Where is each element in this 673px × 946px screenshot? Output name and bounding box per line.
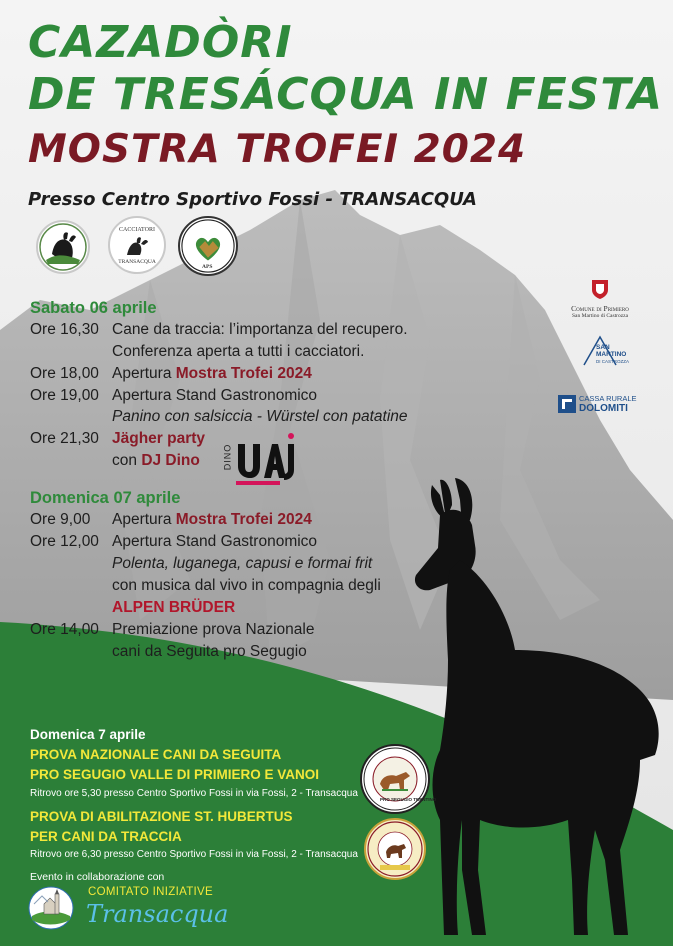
saturday-schedule bbox=[30, 321, 408, 474]
st-hubertus-icon bbox=[366, 820, 424, 878]
row-time: Ore 12,00 bbox=[30, 533, 99, 550]
cacciatori-label: CACCIATORI bbox=[119, 227, 155, 233]
title-line1: CAZADÒRI bbox=[28, 17, 293, 68]
schedule-row bbox=[30, 321, 408, 343]
row-text: Premiazione prova Nazionale bbox=[112, 621, 315, 638]
schedule-row bbox=[30, 343, 408, 365]
schedule-row bbox=[30, 452, 408, 474]
row-time: Ore 18,00 bbox=[30, 365, 99, 382]
dino-label: DINO bbox=[222, 443, 233, 471]
transacqua-label: TRANSACQUA bbox=[118, 259, 156, 265]
logo-comitato-iniziative bbox=[28, 884, 229, 932]
badge-pro-segugio bbox=[360, 744, 430, 814]
schedule-row bbox=[30, 599, 381, 621]
row-time: Ore 16,30 bbox=[30, 321, 99, 338]
dj-dino-logo bbox=[220, 430, 298, 486]
collab-label: Evento in collaborazione con bbox=[30, 871, 165, 883]
row-text: Conferenza aperta a tutti i cacciatori. bbox=[112, 343, 365, 360]
event1-line2: PRO SEGUGIO VALLE DI PRIMIERO E VANOI bbox=[30, 767, 320, 782]
schedule-row bbox=[30, 430, 408, 452]
comune-line1: Comune di Primiero bbox=[571, 304, 629, 313]
badge-cacciatori-transacqua bbox=[108, 216, 166, 274]
row-text: Polenta, luganega, capusi e formai frit bbox=[112, 555, 373, 572]
logo-san-martino bbox=[582, 333, 642, 373]
sanmartino-line2: MARTINO bbox=[596, 351, 627, 358]
saturday-heading: Sabato 06 aprile bbox=[30, 299, 157, 317]
row-text: Apertura Stand Gastronomico bbox=[112, 387, 318, 404]
hunter-dog-icon bbox=[122, 233, 152, 259]
row-text: Apertura bbox=[112, 365, 176, 382]
schedule-row bbox=[30, 511, 381, 533]
title-line2: DE TRESÁCQUA IN FESTA bbox=[28, 69, 664, 120]
row-time: Ore 21,30 bbox=[30, 430, 99, 447]
logo-cassa-rurale bbox=[558, 393, 640, 415]
dj-ua-logo-icon bbox=[236, 430, 298, 486]
event1-meet: Ritrovo ore 5,30 presso Centro Sportivo Fossi in via Fossi, 2 - Transacqua bbox=[30, 788, 358, 799]
row-highlight: Mostra Trofei 2024 bbox=[175, 365, 312, 382]
coat-of-arms-icon bbox=[589, 278, 611, 300]
schedule-row bbox=[30, 365, 408, 387]
cassa-rurale-icon bbox=[558, 395, 576, 413]
row-highlight: Jägher party bbox=[112, 430, 206, 447]
sanmartino-line3: DI CASTROZZA bbox=[596, 359, 630, 364]
schedule-row bbox=[30, 621, 381, 643]
subtitle: MOSTRA TROFEI 2024 bbox=[28, 127, 527, 172]
schedule-row bbox=[30, 533, 381, 555]
logo-comune-primiero bbox=[560, 278, 640, 319]
row-text: cani da Seguita pro Segugio bbox=[112, 643, 307, 660]
aps-label: APS bbox=[202, 264, 213, 270]
cassa-line2: DOLOMITI bbox=[579, 402, 628, 414]
row-time: Ore 9,00 bbox=[30, 511, 91, 528]
badge-st-hubertus bbox=[364, 818, 426, 880]
village-church-icon bbox=[28, 886, 74, 930]
hound-dog-icon bbox=[362, 746, 428, 812]
row-text: Apertura bbox=[112, 511, 176, 528]
row-text: Panino con salsiccia - Würstel con patatine bbox=[112, 408, 408, 425]
sunday-schedule bbox=[30, 511, 381, 665]
row-time: Ore 19,00 bbox=[30, 387, 99, 404]
sunday-heading: Domenica 07 aprile bbox=[30, 489, 181, 507]
row-time: Ore 14,00 bbox=[30, 621, 99, 638]
comitato-line2: Transacqua bbox=[86, 900, 229, 928]
chamois-head-icon bbox=[38, 222, 88, 272]
row-highlight: Mostra Trofei 2024 bbox=[175, 511, 312, 528]
schedule-row bbox=[30, 643, 381, 665]
row-highlight: DJ Dino bbox=[141, 452, 200, 469]
comitato-line1: COMITATO INIZIATIVE bbox=[88, 886, 213, 898]
schedule-row bbox=[30, 387, 408, 408]
row-text: con musica dal vivo in compagnia degli bbox=[112, 577, 381, 594]
event1-line1: PROVA NAZIONALE CANI DA SEGUITA bbox=[30, 747, 282, 762]
cassa-line1: CASSA RURALE bbox=[579, 393, 637, 403]
schedule-row bbox=[30, 555, 381, 577]
row-text: con bbox=[112, 452, 142, 469]
segugio-badge-label: PRO SEGUGIO TRENTINO bbox=[380, 797, 437, 802]
event2-line2: PER CANI DA TRACCIA bbox=[30, 829, 182, 844]
event2-meet: Ritrovo ore 6,30 presso Centro Sportivo Fossi in via Fossi, 2 - Transacqua bbox=[30, 849, 358, 860]
schedule-row bbox=[30, 408, 408, 430]
row-text: Apertura Stand Gastronomico bbox=[112, 533, 318, 550]
row-highlight: ALPEN BRÜDER bbox=[112, 599, 236, 616]
row-text: Cane da traccia: l’importanza del recupero. bbox=[112, 321, 408, 338]
event2-line1: PROVA DI ABILITAZIONE ST. HUBERTUS bbox=[30, 809, 293, 824]
bottom-date: Domenica 7 aprile bbox=[30, 727, 146, 742]
comune-line2: San Martino di Castrozza bbox=[571, 313, 629, 319]
schedule-row bbox=[30, 577, 381, 599]
venue: Presso Centro Sportivo Fossi - TRANSACQUA bbox=[28, 189, 477, 210]
sanmartino-line1: SAN bbox=[596, 344, 610, 351]
badge-hunters-club bbox=[36, 220, 90, 274]
